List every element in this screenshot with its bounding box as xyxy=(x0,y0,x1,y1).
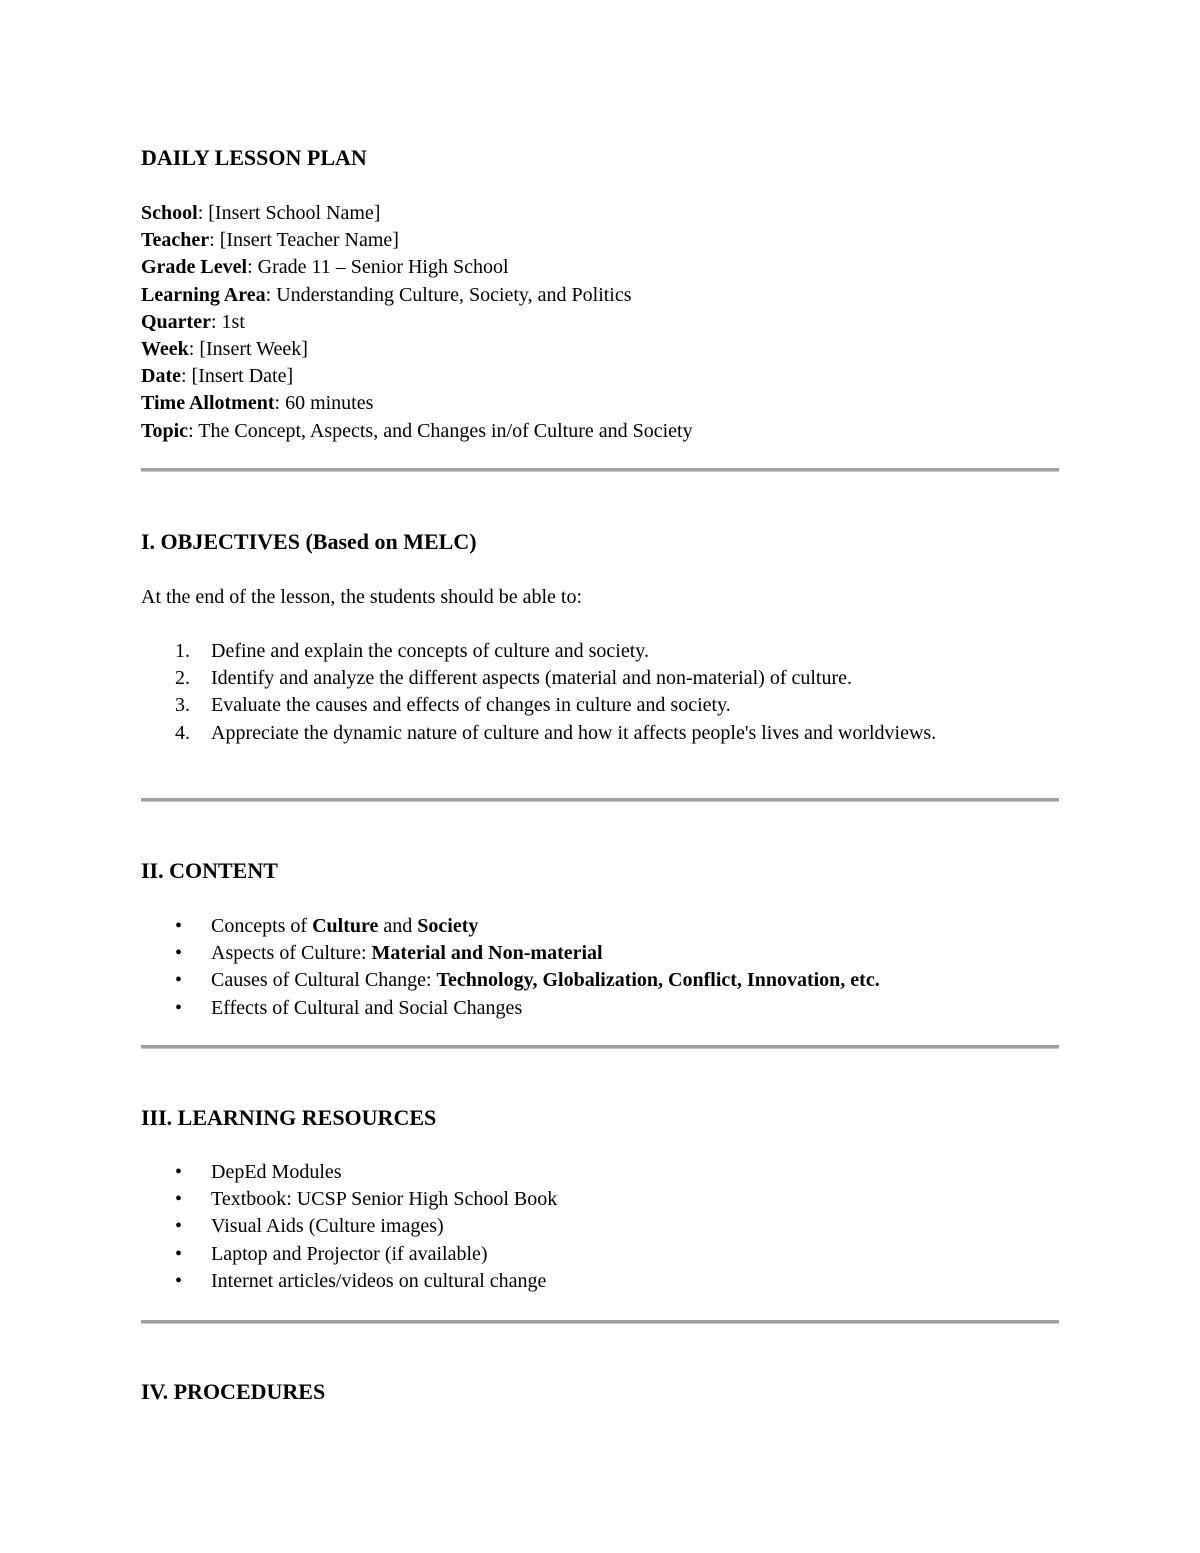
meta-value: : 1st xyxy=(210,310,245,333)
bullet-icon: • xyxy=(175,1269,183,1292)
content-emphasis: Technology, Globalization, Conflict, Innovation, etc. xyxy=(436,969,880,992)
meta-label: Learning Area xyxy=(141,283,266,306)
resource-text: Textbook: UCSP Senior High School Book xyxy=(211,1188,558,1211)
meta-grade-level xyxy=(141,254,693,281)
meta-value: : [Insert School Name] xyxy=(197,202,381,224)
meta-value: : 60 minutes xyxy=(274,392,374,415)
resource-text: Internet articles/videos on cultural change xyxy=(211,1269,547,1292)
meta-value: : Grade 11 – Senior High School xyxy=(247,256,509,279)
procedures-heading: IV. PROCEDURES xyxy=(141,1379,326,1404)
content-emphasis: Material and Non-material xyxy=(371,942,603,965)
lesson-meta xyxy=(141,200,693,445)
meta-label: School xyxy=(141,202,198,224)
list-item xyxy=(141,913,1001,940)
bullet-icon: • xyxy=(175,942,183,965)
list-item xyxy=(141,665,1001,692)
resource-text: Visual Aids (Culture images) xyxy=(211,1215,444,1238)
bullet-icon: • xyxy=(175,1188,183,1211)
list-item xyxy=(141,1159,1001,1186)
list-number: 1. xyxy=(175,640,190,662)
meta-value: : Understanding Culture, Society, and Politics xyxy=(265,283,632,306)
list-item xyxy=(141,940,1001,967)
meta-school xyxy=(141,200,693,227)
meta-topic xyxy=(141,418,693,445)
objectives-intro: At the end of the lesson, the students should be able to: xyxy=(141,586,583,608)
list-item xyxy=(141,967,1001,994)
meta-label: Time Allotment xyxy=(141,392,275,415)
meta-value: : The Concept, Aspects, and Changes in/of Culture and Society xyxy=(188,419,693,442)
meta-value: : [Insert Date] xyxy=(180,365,294,388)
bullet-icon: • xyxy=(175,915,183,937)
content-text: Effects of Cultural and Social Changes xyxy=(211,996,523,1019)
objective-text: Identify and analyze the different aspects (material and non-material) of culture. xyxy=(211,667,853,690)
list-number: 3. xyxy=(175,694,190,717)
meta-label: Topic xyxy=(141,419,189,442)
section-divider xyxy=(141,798,1059,802)
objective-text: Evaluate the causes and effects of changes in culture and society. xyxy=(211,694,731,717)
meta-label: Grade Level xyxy=(141,256,248,279)
content-emphasis: Society xyxy=(417,915,479,937)
list-item xyxy=(141,995,1001,1022)
resource-text: Laptop and Projector (if available) xyxy=(211,1242,488,1265)
list-item xyxy=(141,692,1001,719)
section-divider xyxy=(141,1045,1059,1049)
list-item xyxy=(141,638,1001,665)
list-item xyxy=(141,1241,1001,1268)
objective-text: Define and explain the concepts of culture and society. xyxy=(211,640,649,662)
meta-date xyxy=(141,363,693,390)
meta-label: Quarter xyxy=(141,310,211,333)
meta-learning-area xyxy=(141,282,693,309)
meta-week xyxy=(141,336,693,363)
content-text: Concepts of xyxy=(211,915,313,937)
list-item xyxy=(141,1186,1001,1213)
list-number: 2. xyxy=(175,667,190,690)
meta-teacher xyxy=(141,227,693,254)
objective-text: Appreciate the dynamic nature of culture and how it affects people's lives and worldviews. xyxy=(211,721,937,744)
meta-value: : [Insert Teacher Name] xyxy=(209,229,399,252)
resources-list xyxy=(141,1159,1001,1295)
content-emphasis: Culture xyxy=(312,915,379,937)
meta-label: Week xyxy=(141,338,189,361)
list-number: 4. xyxy=(175,721,190,744)
section-divider xyxy=(141,468,1059,472)
content-text: Aspects of Culture: xyxy=(211,942,372,965)
objectives-heading: I. OBJECTIVES (Based on MELC) xyxy=(141,529,477,554)
list-item xyxy=(141,1268,1001,1295)
document-title: DAILY LESSON PLAN xyxy=(141,145,367,170)
bullet-icon: • xyxy=(175,1215,183,1238)
content-heading: II. CONTENT xyxy=(141,858,278,883)
meta-quarter xyxy=(141,309,693,336)
resource-text: DepEd Modules xyxy=(211,1161,342,1183)
bullet-icon: • xyxy=(175,1161,183,1183)
objectives-list xyxy=(141,638,1001,747)
bullet-icon: • xyxy=(175,1242,183,1265)
content-list xyxy=(141,913,1001,1022)
meta-label: Date xyxy=(141,365,181,388)
list-item xyxy=(141,1213,1001,1240)
content-text: and xyxy=(378,915,418,937)
section-divider xyxy=(141,1320,1059,1324)
content-text: Causes of Cultural Change: xyxy=(211,969,437,992)
meta-label: Teacher xyxy=(141,229,210,252)
list-item xyxy=(141,720,1001,747)
bullet-icon: • xyxy=(175,996,183,1019)
meta-time-allotment xyxy=(141,390,693,417)
bullet-icon: • xyxy=(175,969,183,992)
meta-value: : [Insert Week] xyxy=(188,338,308,361)
resources-heading: III. LEARNING RESOURCES xyxy=(141,1105,437,1130)
